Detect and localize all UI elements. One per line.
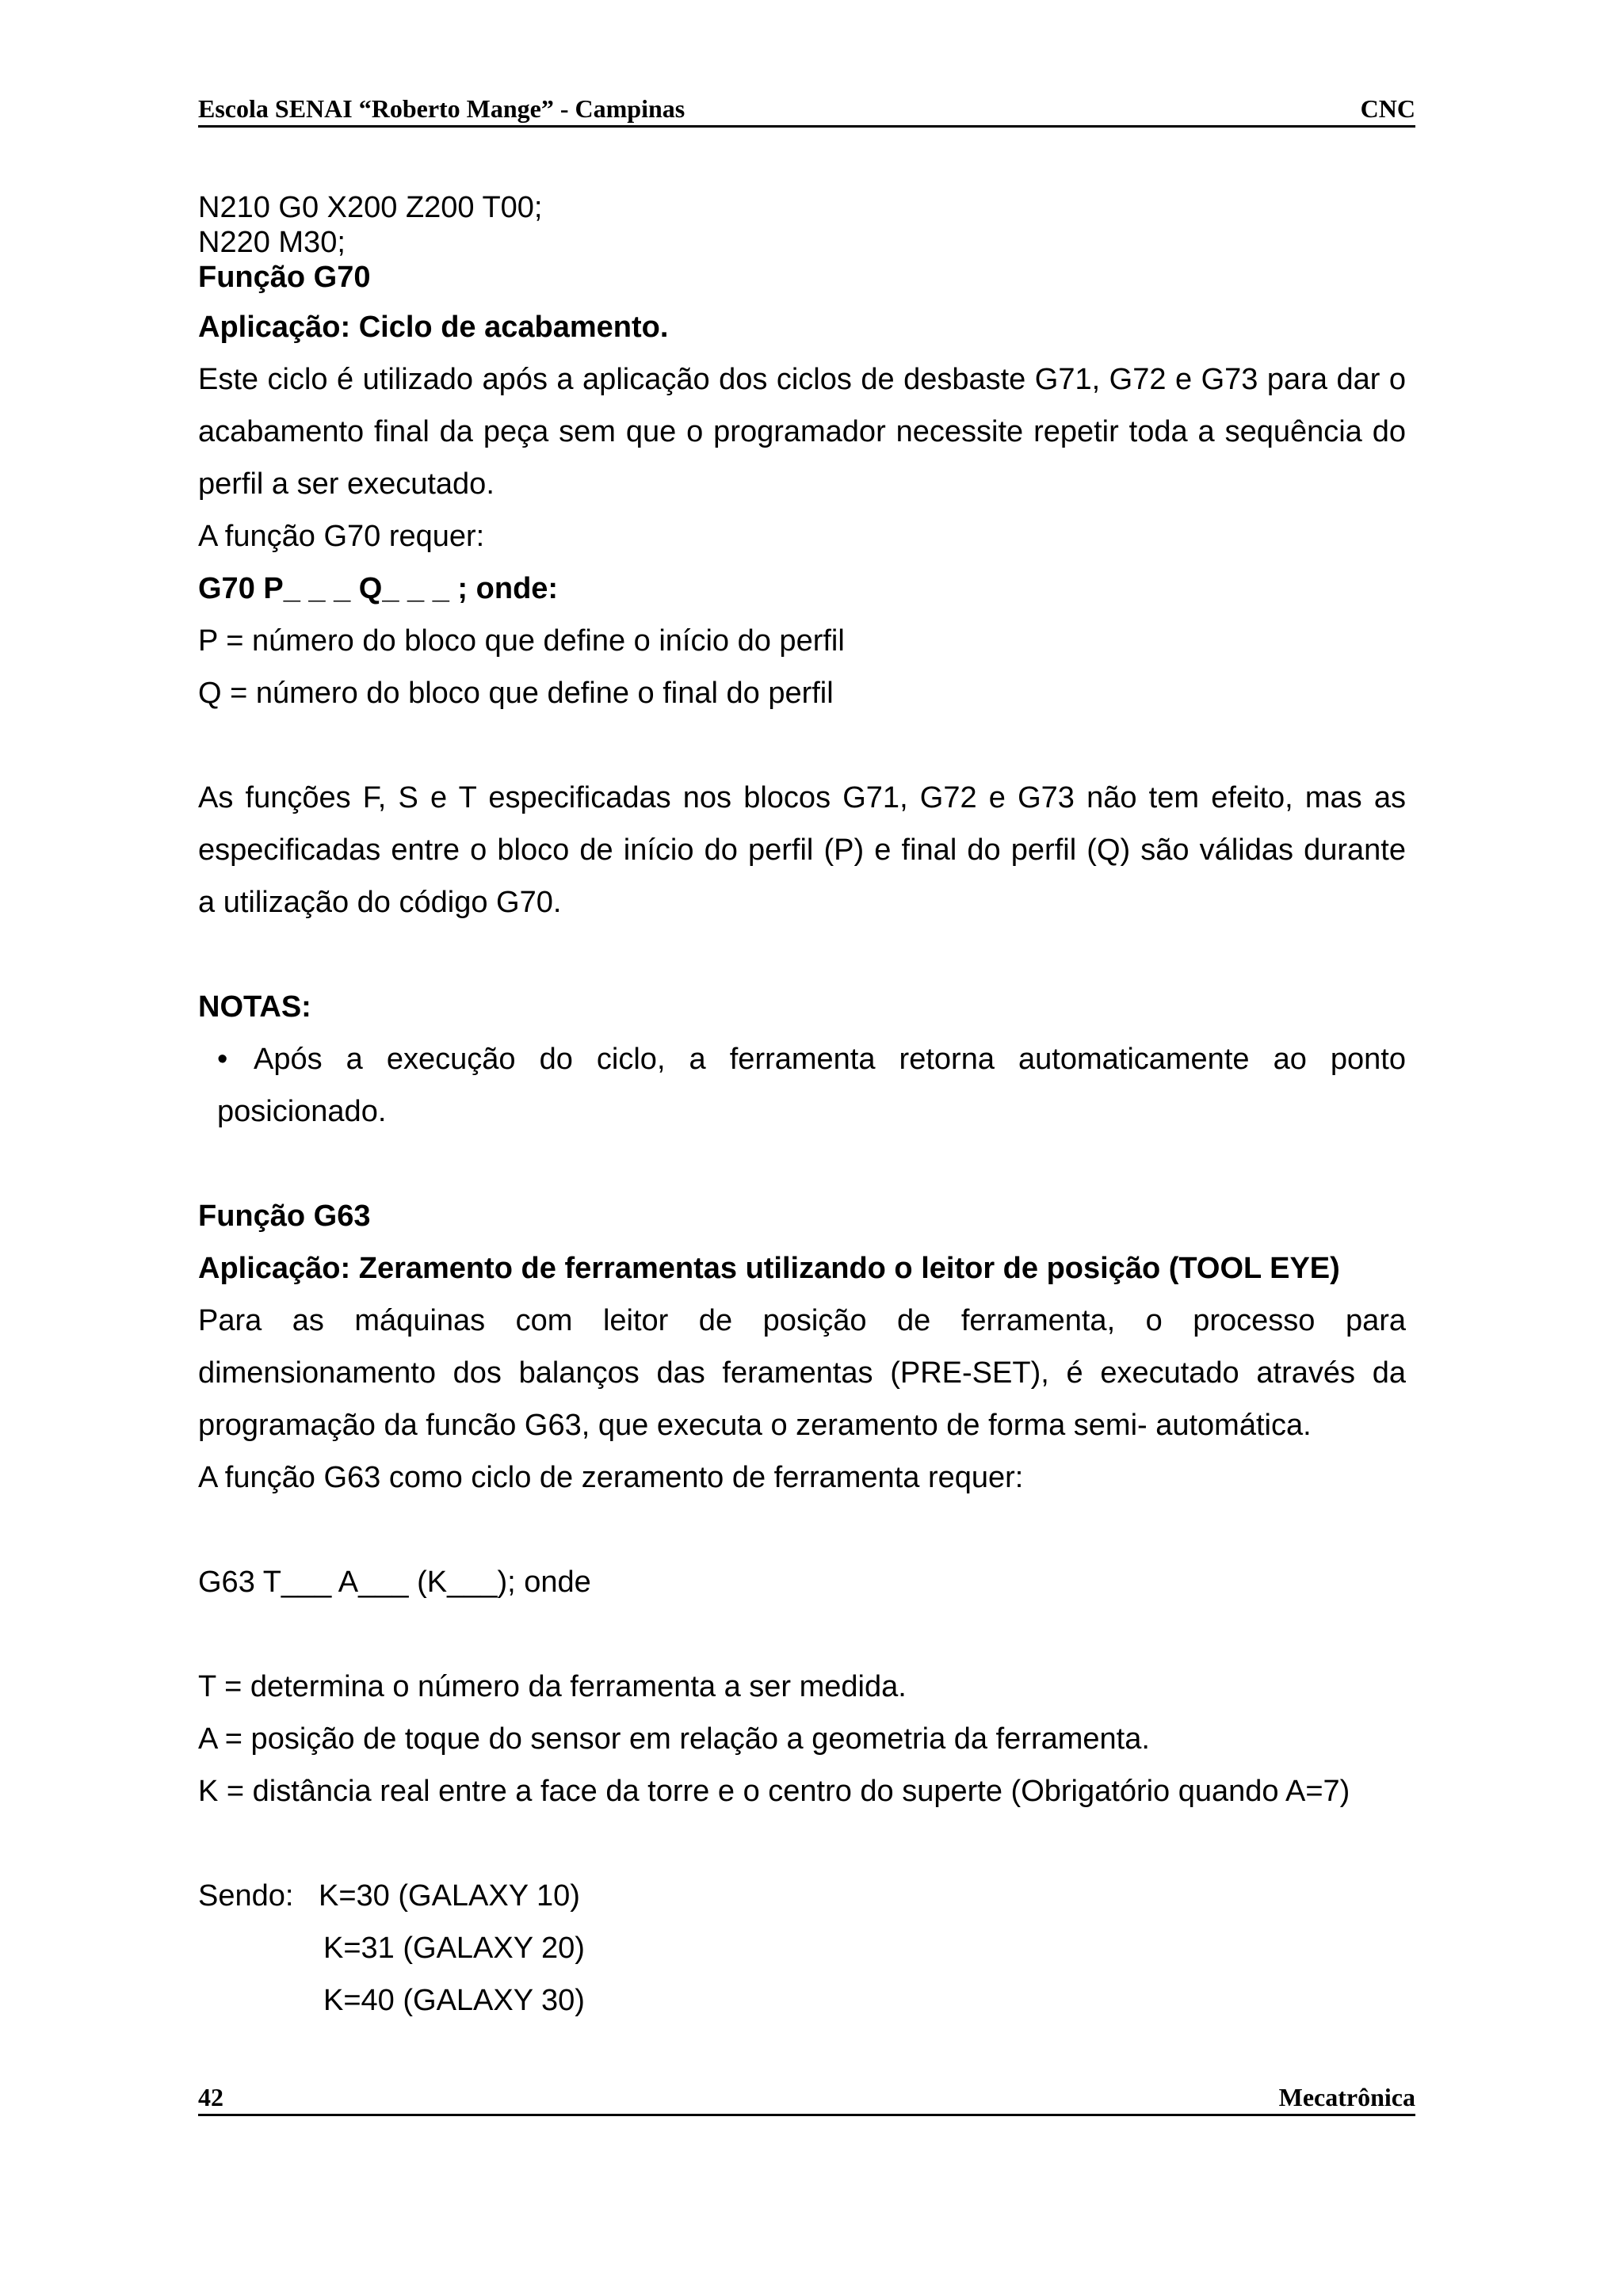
code-line-n210: N210 G0 X200 Z200 T00; bbox=[198, 191, 543, 224]
notes-list-item bbox=[198, 1033, 1406, 1138]
g70-p-definition: P = número do bloco que define o início do perfil bbox=[198, 624, 845, 658]
footer-course: Mecatrônica bbox=[1278, 2083, 1415, 2111]
g63-a-definition: A = posição de toque do sensor em relação a geometria da ferramenta. bbox=[198, 1722, 1150, 1756]
g70-application: Aplicação: Ciclo de acabamento. bbox=[198, 311, 669, 344]
notes-item-text: Após a execução do ciclo, a ferramenta retorna automaticamente ao ponto bbox=[254, 1043, 1406, 1076]
sendo-label: Sendo: bbox=[198, 1879, 294, 1913]
g70-para1-line2: acabamento final da peça sem que o programador necessite repetir toda a sequência do bbox=[198, 415, 1406, 448]
g63-t-definition: T = determina o número da ferramenta a ser medida. bbox=[198, 1670, 907, 1703]
g70-title: Função G70 bbox=[198, 261, 371, 294]
g63-para1-line1: Para as máquinas com leitor de posição de ferramenta, o processo para bbox=[198, 1304, 1406, 1337]
header-school-name: Escola SENAI “Roberto Mange” - Campinas bbox=[198, 94, 685, 123]
header-section: CNC bbox=[1360, 94, 1415, 123]
g70-para1-line3: perfil a ser executado. bbox=[198, 467, 495, 501]
code-line-n220: N220 M30; bbox=[198, 226, 346, 259]
page-footer bbox=[198, 2082, 1415, 2116]
g63-para1-line2: dimensionamento dos balanços das feramentas (PRE-SET), é executado através da bbox=[198, 1356, 1406, 1390]
g63-k-definition: K = distância real entre a face da torre e o centro do superte (Obrigatório quando A=7) bbox=[198, 1775, 1350, 1808]
notes-item-line2: posicionado. bbox=[217, 1095, 387, 1128]
sendo-row-3 bbox=[198, 1974, 1406, 2027]
g63-requires: A função G63 como ciclo de zeramento de ferramenta requer: bbox=[198, 1461, 1024, 1494]
notes-item-line1 bbox=[217, 1033, 1406, 1085]
g63-application: Aplicação: Zeramento de ferramentas utilizando o leitor de posição (TOOL EYE) bbox=[198, 1252, 1340, 1285]
notes-title: NOTAS: bbox=[198, 990, 311, 1024]
g70-para2-line1: As funções F, S e T especificadas nos blocos G71, G72 e G73 não tem efeito, mas as bbox=[198, 781, 1406, 814]
g70-requires: A função G70 requer: bbox=[198, 520, 485, 553]
g70-syntax: G70 P_ _ _ Q_ _ _ ; onde: bbox=[198, 572, 559, 605]
k-value-galaxy-20: K=31 (GALAXY 20) bbox=[323, 1932, 585, 1965]
k-value-galaxy-30: K=40 (GALAXY 30) bbox=[323, 1984, 585, 2017]
g70-para2-line2: especificadas entre o bloco de início do perfil (P) e final do perfil (Q) são válidas durante bbox=[198, 833, 1406, 867]
g70-para1-line1: Este ciclo é utilizado após a aplicação dos ciclos de desbaste G71, G72 e G73 para dar o bbox=[198, 363, 1406, 396]
g70-para2-line3: a utilização do código G70. bbox=[198, 886, 562, 919]
footer-page-number: 42 bbox=[198, 2083, 223, 2111]
sendo-row-2 bbox=[198, 1922, 1406, 1974]
k-value-galaxy-10: K=30 (GALAXY 10) bbox=[319, 1879, 580, 1913]
sendo-row-1 bbox=[198, 1870, 1406, 1922]
g63-para1-line3: programação da funcão G63, que executa o zeramento de forma semi- automática. bbox=[198, 1409, 1312, 1442]
page-header bbox=[198, 93, 1415, 128]
bullet-icon: • bbox=[217, 1043, 228, 1076]
page-content bbox=[198, 190, 1406, 2027]
g70-q-definition: Q = número do bloco que define o final do perfil bbox=[198, 677, 834, 710]
g63-title: Função G63 bbox=[198, 1199, 371, 1233]
g63-syntax: G63 T___ A___ (K___); onde bbox=[198, 1566, 591, 1599]
